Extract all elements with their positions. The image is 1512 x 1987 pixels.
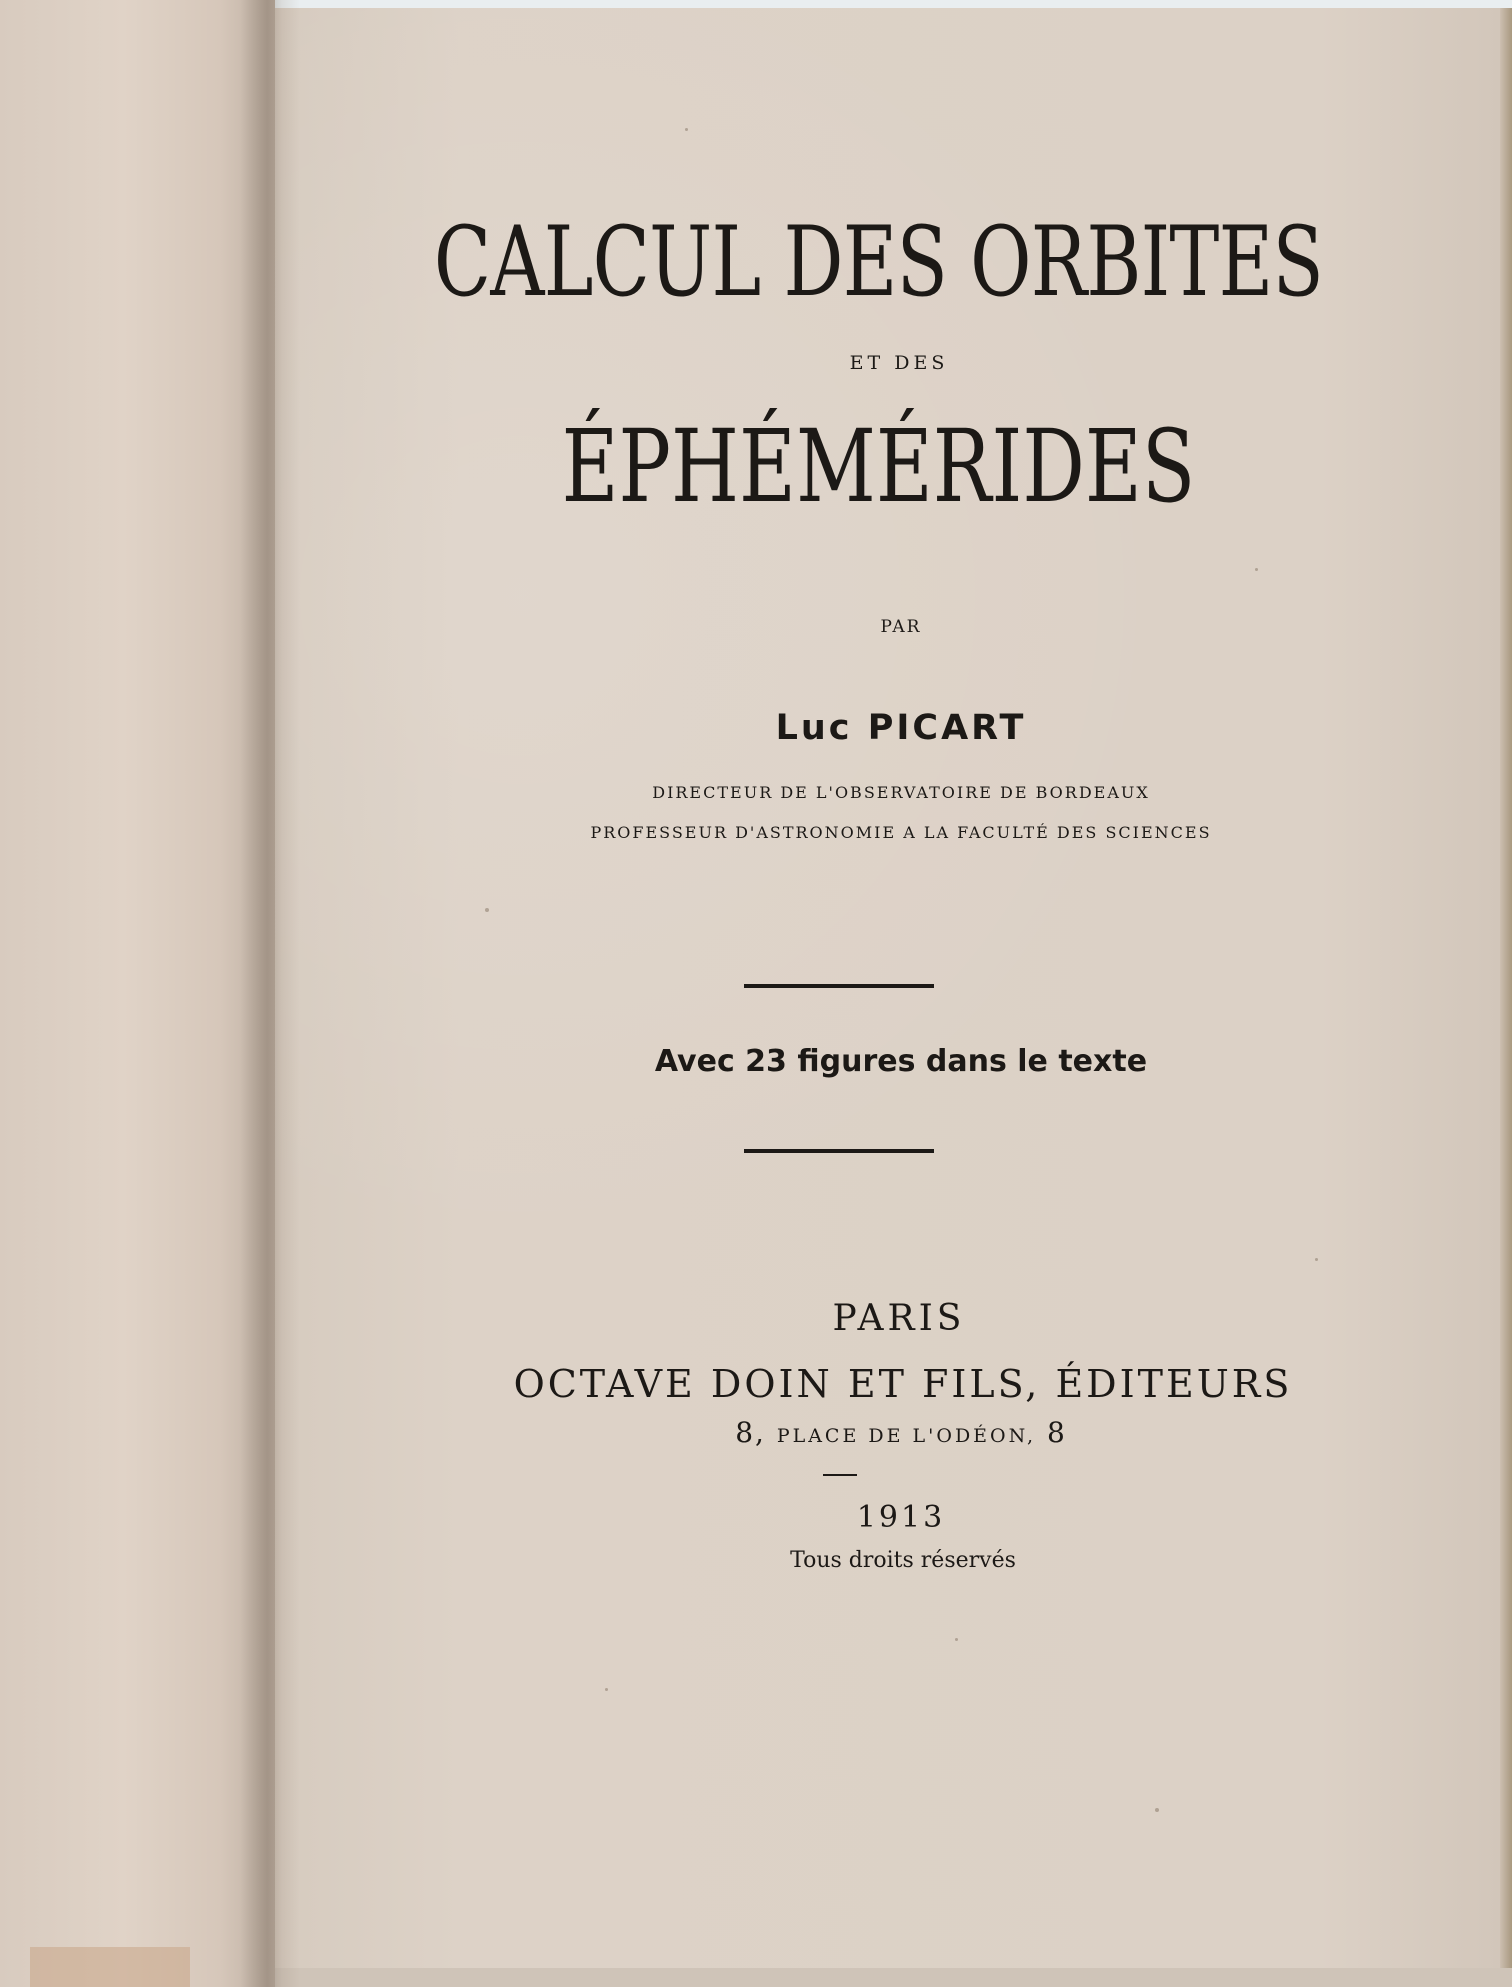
address-street: PLACE DE L'ODÉON, — [776, 1425, 1037, 1447]
publication-year: 1913 — [856, 1500, 946, 1535]
paper-speck — [605, 1688, 608, 1691]
address-number-end: 8 — [1046, 1416, 1067, 1449]
title-line-2: ÉPHÉMÉRIDES — [561, 408, 1196, 525]
title-page — [275, 8, 1503, 1968]
paper-speck — [1315, 1258, 1318, 1261]
cover-flap — [0, 0, 275, 1987]
by-line: PAR — [880, 617, 922, 637]
binding-gutter — [240, 0, 300, 1987]
paper-speck — [955, 1638, 958, 1641]
author-name: Luc PICART — [775, 708, 1027, 748]
divider-rule-bottom — [744, 1149, 934, 1153]
rights-notice: Tous droits réservés — [790, 1548, 1016, 1573]
small-dash-rule — [823, 1474, 857, 1476]
paper-speck — [1155, 1808, 1159, 1812]
title-line-1: CALCUL DES ORBITES — [433, 206, 1323, 318]
author-affiliation-2: PROFESSEUR D'ASTRONOMIE A LA FACULTÉ DES SCIENCES — [590, 823, 1212, 842]
publication-city: PARIS — [832, 1298, 966, 1339]
paper-speck — [485, 908, 489, 912]
publisher-name: OCTAVE DOIN ET FILS, ÉDITEURS — [513, 1362, 1293, 1406]
title-connector: ET DES — [849, 352, 949, 374]
divider-rule-top — [744, 984, 934, 988]
figures-note: Avec 23 figures dans le texte — [654, 1044, 1148, 1079]
author-affiliation-1: DIRECTEUR DE L'OBSERVATOIRE DE BORDEAUX — [652, 783, 1150, 802]
page-edge — [1500, 8, 1512, 1968]
paper-speck — [685, 128, 688, 131]
address-number: 8, — [735, 1416, 766, 1449]
publisher-address — [275, 1416, 1512, 1449]
paper-speck — [1255, 568, 1258, 571]
